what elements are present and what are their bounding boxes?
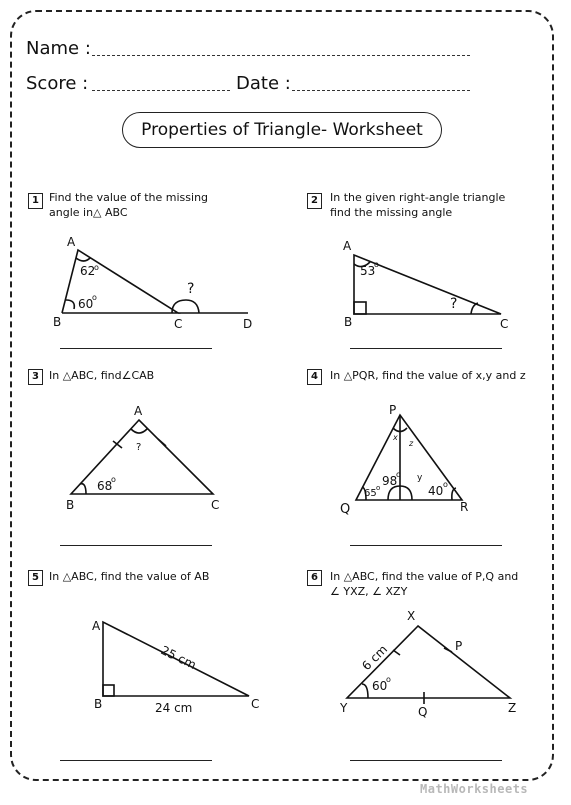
fig1-angle-b-deg: o — [92, 293, 97, 302]
fig2-unknown-angle: ? — [450, 296, 458, 312]
fig5-hypotenuse-length: 25 cm — [158, 643, 199, 673]
fig4-angle-r-deg: o — [443, 480, 448, 489]
fig4-label-p: P — [389, 403, 397, 417]
question-2-line2: find the missing angle — [330, 206, 453, 219]
fig6-side-length: 6 cm — [359, 642, 391, 674]
fig4-angle-r: 40 — [428, 484, 444, 498]
fig5-base-length: 24 cm — [155, 701, 193, 715]
question-5-line1: In △ABC, find the value of AB — [49, 570, 210, 583]
score-label: Score : — [26, 73, 89, 94]
fig4-angle-y: y — [417, 473, 423, 483]
figure-3-triangle — [71, 420, 213, 494]
fig4-angle-q-deg: o — [376, 484, 381, 492]
fig6-label-p: P — [455, 639, 463, 653]
fig1-unknown-angle: ? — [187, 281, 195, 297]
question-6-line1: In △ABC, find the value of P,Q and — [330, 570, 519, 583]
fig1-label-a: A — [67, 235, 76, 249]
fig3-label-c: C — [211, 498, 220, 512]
fig6-angle-y: 60 — [372, 679, 388, 693]
question-number-4: 4 — [307, 369, 322, 385]
fig1-label-b: B — [53, 315, 62, 329]
fig3-angle-b-deg: o — [111, 475, 116, 484]
question-6-line2: ∠ YXZ, ∠ XZY — [330, 585, 408, 598]
fig1-label-c: C — [174, 317, 183, 331]
fig5-label-b: B — [94, 697, 103, 711]
fig4-label-r: R — [460, 500, 469, 514]
fig4-label-q: Q — [340, 502, 351, 517]
fig4-angle-mid-deg: o — [396, 470, 401, 479]
fig3-angle-b: 68 — [97, 479, 113, 493]
fig1-angle-a: 62 — [80, 264, 96, 278]
fig2-angle-a-deg: o — [374, 260, 379, 269]
date-label: Date : — [236, 73, 291, 94]
name-label: Name : — [26, 38, 91, 59]
question-2-line1: In the given right-angle triangle — [330, 191, 506, 204]
question-number-5: 5 — [28, 570, 43, 586]
fig2-angle-a: 53 — [360, 264, 376, 278]
question-3-line1: In △ABC, find∠CAB — [49, 369, 155, 382]
fig5-label-c: C — [251, 697, 260, 711]
fig1-angle-b: 60 — [78, 297, 94, 311]
fig2-label-c: C — [500, 317, 509, 331]
brand-watermark: MathWorksheets — [420, 782, 529, 796]
fig6-label-y: Y — [340, 701, 348, 715]
fig6-label-x: X — [407, 609, 416, 623]
fig3-label-a: A — [134, 404, 143, 418]
worksheet-title: Properties of Triangle- Worksheet — [122, 112, 442, 148]
question-number-2: 2 — [307, 193, 322, 209]
fig4-angle-mid: 98 — [382, 474, 398, 488]
fig4-angle-z: z — [409, 439, 414, 448]
question-4-line1: In △PQR, find the value of x,y and z — [330, 369, 526, 382]
fig2-label-b: B — [344, 315, 353, 329]
question-1-line1: Find the value of the missing — [49, 191, 209, 204]
question-number-1: 1 — [28, 193, 43, 209]
fig6-angle-y-deg: o — [386, 675, 391, 684]
fig5-label-a: A — [92, 619, 101, 633]
fig3-label-b: B — [66, 498, 75, 512]
fig4-angle-q: 65 — [364, 488, 377, 499]
fig6-label-z: Z — [508, 701, 517, 715]
question-number-6: 6 — [307, 570, 322, 586]
fig4-angle-x: x — [393, 433, 398, 442]
question-number-3: 3 — [28, 369, 43, 385]
fig3-unknown-angle: ? — [136, 442, 142, 453]
fig1-label-d: D — [243, 317, 253, 331]
question-1-line2: angle in△ ABC — [49, 206, 128, 219]
fig1-angle-a-deg: o — [94, 263, 99, 272]
fig2-label-a: A — [343, 239, 352, 253]
fig6-label-q: Q — [418, 705, 428, 719]
